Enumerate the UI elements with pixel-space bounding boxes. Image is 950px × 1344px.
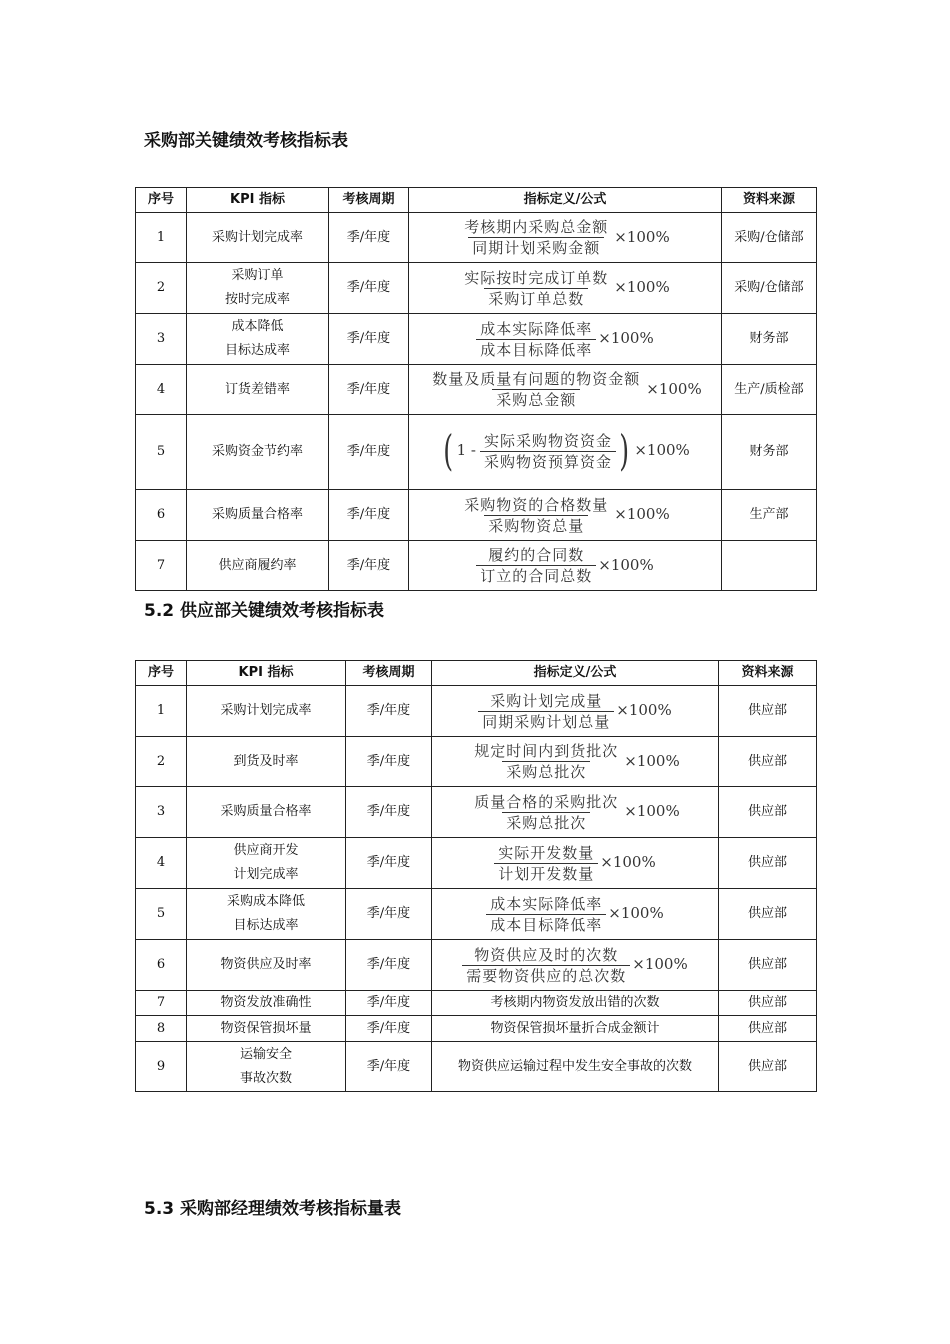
kpi-name bbox=[187, 314, 329, 365]
row-number: 4 bbox=[136, 365, 187, 415]
formula bbox=[476, 545, 653, 586]
numerator: 履约的合同数 bbox=[488, 546, 585, 565]
table-header-row bbox=[136, 188, 817, 213]
percent-multiplier: ×100% bbox=[598, 555, 654, 574]
kpi-name bbox=[187, 1042, 346, 1092]
purchasing-kpi-table bbox=[135, 187, 817, 591]
kpi-name-line1: 物资保管损坏量 bbox=[220, 1020, 312, 1036]
kpi-name-line1: 采购计划完成率 bbox=[211, 229, 303, 245]
assessment-period: 季/年度 bbox=[346, 686, 432, 737]
row-number: 5 bbox=[136, 415, 187, 490]
row-number: 5 bbox=[136, 889, 187, 940]
table-row bbox=[136, 314, 817, 365]
numerator: 成本实际降低率 bbox=[480, 319, 593, 338]
definition-text: 物资供应运输过程中发生安全事故的次数 bbox=[432, 1042, 719, 1092]
percent-multiplier: ×100% bbox=[616, 701, 672, 720]
formula bbox=[486, 894, 663, 935]
formula bbox=[428, 369, 701, 410]
row-number: 1 bbox=[136, 686, 187, 737]
formula-cell bbox=[409, 490, 722, 541]
table-row bbox=[136, 490, 817, 541]
row-number: 3 bbox=[136, 314, 187, 365]
assessment-period: 季/年度 bbox=[346, 737, 432, 787]
data-source: 供应部 bbox=[719, 889, 817, 940]
denominator: 采购订单总数 bbox=[484, 288, 588, 309]
data-source: 供应部 bbox=[719, 1042, 817, 1092]
table-row bbox=[136, 737, 817, 787]
assessment-period: 季/年度 bbox=[346, 991, 432, 1016]
numerator: 实际开发数量 bbox=[498, 843, 595, 862]
kpi-name bbox=[187, 991, 346, 1016]
formula-cell bbox=[432, 787, 719, 838]
data-source: 采购/仓储部 bbox=[722, 213, 817, 263]
denominator: 采购物资预算资金 bbox=[480, 451, 616, 472]
numerator: 实际按时完成订单数 bbox=[464, 268, 609, 287]
percent-multiplier: ×100% bbox=[646, 379, 702, 398]
kpi-name-line1: 采购资金节约率 bbox=[211, 444, 303, 460]
data-source: 供应部 bbox=[719, 838, 817, 889]
data-source: 采购/仓储部 bbox=[722, 263, 817, 314]
fraction bbox=[480, 431, 616, 472]
data-source: 供应部 bbox=[719, 787, 817, 838]
table-row bbox=[136, 1042, 817, 1092]
fraction bbox=[478, 691, 614, 732]
assessment-period: 季/年度 bbox=[329, 213, 409, 263]
kpi-name-line2: 事故次数 bbox=[239, 1070, 292, 1086]
data-source bbox=[722, 541, 817, 591]
row-number: 2 bbox=[136, 263, 187, 314]
denominator: 采购总金额 bbox=[492, 389, 580, 410]
assessment-period: 季/年度 bbox=[329, 263, 409, 314]
assessment-period: 季/年度 bbox=[346, 787, 432, 838]
left-paren: ( bbox=[443, 426, 454, 476]
data-source: 财务部 bbox=[722, 415, 817, 490]
table-row bbox=[136, 787, 817, 838]
header-kpi: KPI 指标 bbox=[187, 188, 329, 213]
formula bbox=[470, 741, 679, 782]
formula-cell bbox=[409, 365, 722, 415]
fraction bbox=[476, 545, 596, 586]
definition-text: 物资保管损坏量折合成金额计 bbox=[432, 1016, 719, 1042]
numerator: 质量合格的采购批次 bbox=[474, 792, 619, 811]
denominator: 同期计划采购金额 bbox=[468, 237, 604, 258]
header-no: 序号 bbox=[136, 188, 187, 213]
data-source: 供应部 bbox=[719, 686, 817, 737]
formula bbox=[494, 843, 655, 884]
numerator: 采购计划完成量 bbox=[490, 691, 603, 710]
header-no: 序号 bbox=[136, 661, 187, 686]
fraction bbox=[460, 217, 612, 258]
fraction bbox=[460, 268, 612, 309]
formula bbox=[462, 945, 687, 986]
assessment-period: 季/年度 bbox=[329, 365, 409, 415]
formula-cell bbox=[409, 541, 722, 591]
formula-cell bbox=[409, 314, 722, 365]
kpi-name-line1: 物资发放准确性 bbox=[220, 995, 312, 1011]
percent-multiplier: ×100% bbox=[614, 227, 670, 246]
table-row bbox=[136, 365, 817, 415]
fraction bbox=[470, 792, 622, 833]
table-row bbox=[136, 889, 817, 940]
kpi-name bbox=[187, 940, 346, 991]
numerator: 实际采购物资资金 bbox=[483, 431, 612, 450]
numerator: 规定时间内到货批次 bbox=[474, 742, 619, 761]
formula-prefix: 1 - bbox=[456, 441, 476, 460]
row-number: 2 bbox=[136, 737, 187, 787]
row-number: 6 bbox=[136, 490, 187, 541]
formula-cell bbox=[432, 737, 719, 787]
table1-title: 采购部关键绩效考核指标表 bbox=[144, 131, 348, 151]
percent-multiplier: ×100% bbox=[624, 751, 680, 770]
numerator: 采购物资的合格数量 bbox=[464, 495, 609, 514]
formula-cell bbox=[432, 838, 719, 889]
table-row bbox=[136, 991, 817, 1016]
kpi-name bbox=[187, 541, 329, 591]
table-row bbox=[136, 541, 817, 591]
assessment-period: 季/年度 bbox=[346, 1016, 432, 1042]
numerator: 成本实际降低率 bbox=[490, 894, 603, 913]
assessment-period: 季/年度 bbox=[329, 314, 409, 365]
denominator: 成本目标降低率 bbox=[476, 339, 596, 360]
kpi-name bbox=[187, 737, 346, 787]
kpi-name-line2: 目标达成率 bbox=[224, 343, 290, 359]
data-source: 生产/质检部 bbox=[722, 365, 817, 415]
header-source: 资料来源 bbox=[722, 188, 817, 213]
kpi-name-line1: 采购成本降低 bbox=[226, 894, 305, 909]
formula-cell bbox=[432, 940, 719, 991]
formula-cell bbox=[432, 889, 719, 940]
row-number: 7 bbox=[136, 991, 187, 1016]
assessment-period: 季/年度 bbox=[329, 541, 409, 591]
fraction bbox=[428, 369, 644, 410]
definition-text: 考核期内物资发放出错的次数 bbox=[432, 991, 719, 1016]
kpi-name-line1: 成本降低 bbox=[231, 319, 284, 334]
percent-multiplier: ×100% bbox=[614, 278, 670, 297]
kpi-name-line1: 采购质量合格率 bbox=[220, 804, 312, 820]
table-row bbox=[136, 213, 817, 263]
row-number: 7 bbox=[136, 541, 187, 591]
formula bbox=[460, 217, 669, 258]
kpi-name-line2: 计划完成率 bbox=[233, 867, 299, 883]
row-number: 4 bbox=[136, 838, 187, 889]
percent-multiplier: ×100% bbox=[632, 955, 688, 974]
denominator: 需要物资供应的总次数 bbox=[462, 965, 630, 986]
table-row bbox=[136, 686, 817, 737]
formula bbox=[440, 426, 690, 476]
header-period: 考核周期 bbox=[329, 188, 409, 213]
assessment-period: 季/年度 bbox=[346, 1042, 432, 1092]
kpi-name-line2: 按时完成率 bbox=[224, 292, 290, 308]
formula bbox=[478, 691, 671, 732]
assessment-period: 季/年度 bbox=[346, 889, 432, 940]
kpi-name bbox=[187, 787, 346, 838]
kpi-name bbox=[187, 415, 329, 490]
header-definition: 指标定义/公式 bbox=[432, 661, 719, 686]
kpi-name-line1: 运输安全 bbox=[239, 1046, 292, 1062]
denominator: 计划开发数量 bbox=[494, 863, 598, 884]
kpi-name-line1: 订货差错率 bbox=[224, 381, 290, 397]
kpi-name bbox=[187, 889, 346, 940]
assessment-period: 季/年度 bbox=[346, 838, 432, 889]
header-definition: 指标定义/公式 bbox=[409, 188, 722, 213]
data-source: 供应部 bbox=[719, 940, 817, 991]
row-number: 3 bbox=[136, 787, 187, 838]
formula bbox=[460, 495, 669, 536]
supply-kpi-table bbox=[135, 660, 817, 1092]
table-row bbox=[136, 1016, 817, 1042]
data-source: 生产部 bbox=[722, 490, 817, 541]
data-source: 供应部 bbox=[719, 737, 817, 787]
percent-multiplier: ×100% bbox=[600, 853, 656, 872]
assessment-period: 季/年度 bbox=[329, 415, 409, 490]
denominator: 订立的合同总数 bbox=[476, 565, 596, 586]
percent-multiplier: ×100% bbox=[624, 802, 680, 821]
right-paren: ) bbox=[619, 426, 630, 476]
row-number: 8 bbox=[136, 1016, 187, 1042]
fraction bbox=[462, 945, 630, 986]
data-source: 供应部 bbox=[719, 1016, 817, 1042]
fraction bbox=[494, 843, 598, 884]
kpi-name bbox=[187, 686, 346, 737]
formula-cell bbox=[432, 686, 719, 737]
formula-cell bbox=[409, 415, 722, 490]
kpi-name bbox=[187, 365, 329, 415]
kpi-name-line1: 供应商履约率 bbox=[218, 557, 297, 573]
kpi-name-line1: 物资供应及时率 bbox=[220, 957, 312, 973]
data-source: 财务部 bbox=[722, 314, 817, 365]
percent-multiplier: ×100% bbox=[614, 505, 670, 524]
percent-multiplier: ×100% bbox=[634, 441, 690, 460]
numerator: 数量及质量有问题的物资金额 bbox=[432, 370, 641, 389]
fraction bbox=[486, 894, 606, 935]
fraction bbox=[460, 495, 612, 536]
denominator: 采购物资总量 bbox=[484, 515, 588, 536]
fraction bbox=[476, 319, 596, 360]
row-number: 9 bbox=[136, 1042, 187, 1092]
formula-cell bbox=[409, 263, 722, 314]
assessment-period: 季/年度 bbox=[329, 490, 409, 541]
denominator: 采购总批次 bbox=[502, 812, 590, 833]
denominator: 成本目标降低率 bbox=[486, 914, 606, 935]
kpi-name-line1: 采购订单 bbox=[231, 268, 284, 283]
kpi-name bbox=[187, 490, 329, 541]
formula bbox=[460, 268, 669, 309]
fraction bbox=[470, 741, 622, 782]
kpi-name-line1: 到货及时率 bbox=[233, 753, 299, 769]
numerator: 物资供应及时的次数 bbox=[474, 945, 619, 964]
kpi-name bbox=[187, 838, 346, 889]
table-header-row bbox=[136, 661, 817, 686]
table-row bbox=[136, 940, 817, 991]
kpi-name-line1: 采购计划完成率 bbox=[220, 703, 312, 719]
assessment-period: 季/年度 bbox=[346, 940, 432, 991]
formula-cell bbox=[409, 213, 722, 263]
percent-multiplier: ×100% bbox=[608, 904, 664, 923]
table-row bbox=[136, 415, 817, 490]
kpi-name bbox=[187, 213, 329, 263]
header-period: 考核周期 bbox=[346, 661, 432, 686]
formula bbox=[476, 319, 653, 360]
kpi-name bbox=[187, 1016, 346, 1042]
percent-multiplier: ×100% bbox=[598, 329, 654, 348]
kpi-name bbox=[187, 263, 329, 314]
header-source: 资料来源 bbox=[719, 661, 817, 686]
header-kpi: KPI 指标 bbox=[187, 661, 346, 686]
table3-title: 5.3 采购部经理绩效考核指标量表 bbox=[144, 1199, 402, 1219]
denominator: 采购总批次 bbox=[502, 761, 590, 782]
numerator: 考核期内采购总金额 bbox=[464, 218, 609, 237]
kpi-name-line1: 采购质量合格率 bbox=[211, 507, 303, 523]
row-number: 1 bbox=[136, 213, 187, 263]
row-number: 6 bbox=[136, 940, 187, 991]
formula bbox=[470, 792, 679, 833]
denominator: 同期采购计划总量 bbox=[478, 711, 614, 732]
data-source: 供应部 bbox=[719, 991, 817, 1016]
table2-title: 5.2 供应部关键绩效考核指标表 bbox=[144, 601, 385, 621]
table-row bbox=[136, 263, 817, 314]
table-row bbox=[136, 838, 817, 889]
kpi-name-line2: 目标达成率 bbox=[233, 918, 299, 934]
kpi-name-line1: 供应商开发 bbox=[233, 843, 299, 858]
